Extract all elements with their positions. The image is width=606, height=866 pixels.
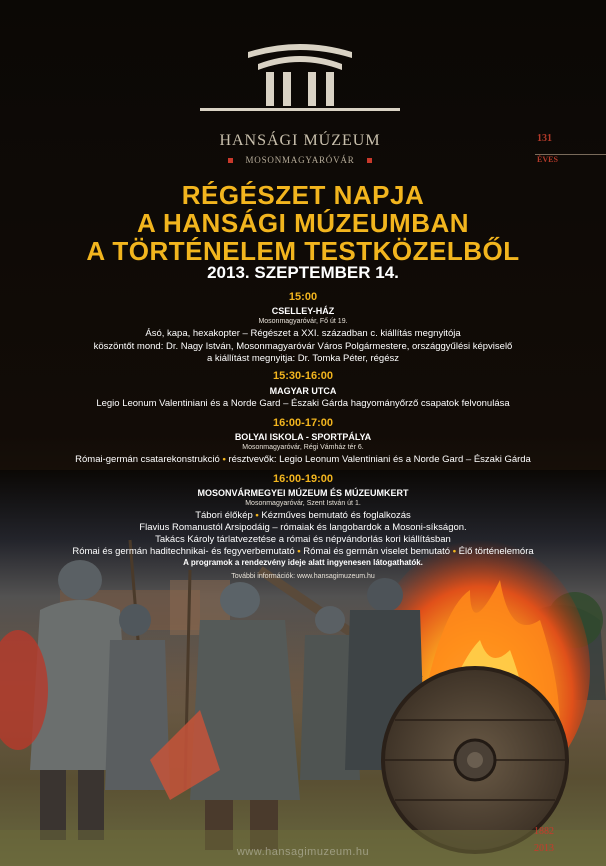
museum-city: MOSONMAGYARÓVÁR (245, 155, 355, 165)
event-date: 2013. SZEPTEMBER 14. (207, 263, 399, 282)
program-4-line-3: Takács Károly tárlatvezetése a római és népvándorlás kori kiállításban (155, 534, 451, 545)
red-square-icon (367, 158, 372, 163)
museum-logo (200, 28, 400, 173)
program-4-line-4 (0, 546, 606, 557)
anniversary-label: ÉVES (537, 155, 558, 164)
program-4-part-2: Kézműves bemutató és foglalkozás (261, 510, 411, 521)
free-entry-note: A programok a rendezvény ideje alatt ingyenesen látogathatók. (183, 558, 423, 567)
headline-line-1: RÉGÉSZET NAPJA (181, 180, 425, 210)
museum-name: HANSÁGI MÚZEUM (219, 132, 381, 149)
bullet-icon: • (222, 454, 229, 465)
venue-3: BOLYAI ISKOLA - SPORTPÁLYA (234, 432, 372, 442)
venue-1: CSELLEY-HÁZ (271, 306, 335, 316)
bullet-icon: • (452, 546, 459, 557)
year-start: 1882 (534, 826, 554, 837)
bullet-icon: • (297, 546, 304, 557)
address-3: Mosonmagyaróvár, Régi Vámház tér 6. (242, 444, 364, 451)
year-end: 2013 (534, 843, 554, 854)
program-4-part-3: Római és germán haditechnikai- és fegyverbemutató (72, 546, 295, 557)
program-4-part-1: Tábori élőkép (195, 510, 253, 521)
time-slot-4: 16:00-19:00 (273, 473, 333, 485)
program-4-part-5: Élő történelemóra (458, 546, 534, 557)
address-1: Mosonmagyaróvár, Fő út 19. (258, 318, 348, 325)
program-3-line-1 (0, 454, 606, 465)
temple-columns-icon (200, 28, 400, 128)
program-1-line-3: a kiállítást megnyitja: Dr. Tomka Péter, régész (206, 353, 400, 364)
program-4-line-1 (0, 510, 606, 521)
program-1-line-1: Ásó, kapa, hexakopter – Régészet a XXI. században c. kiállítás megnyitója (145, 328, 461, 339)
program-2-line-1: Legio Leonum Valentiniani és a Norde Gard – Északi Gárda hagyományőrző csapatok felvonulása (96, 398, 510, 409)
headline-line-3: A TÖRTÉNELEM TESTKÖZELBŐL (86, 236, 520, 266)
program-3-part-2: résztvevők: Legio Leonum Valentiniani és a Norde Gard – Északi Gárda (228, 454, 531, 465)
time-slot-2: 15:30-16:00 (273, 370, 333, 382)
program-4-part-4: Római és germán viselet bemutató (303, 546, 451, 557)
venue-4: MOSONVÁRMEGYEI MÚZEUM ÉS MÚZEUMKERT (197, 488, 409, 498)
headline-line-2: A HANSÁGI MÚZEUMBAN (136, 208, 470, 238)
time-slot-1: 15:00 (288, 291, 318, 303)
program-4-line-2: Flavius Romanustól Arsipodáig – rómaiak és langobardok a Mosoni-síkságon. (139, 522, 467, 533)
more-info-label: További információk: (231, 573, 296, 580)
venue-2: MAGYAR UTCA (269, 386, 337, 396)
bullet-icon: • (255, 510, 262, 521)
more-info-url[interactable]: www.hansagimuzeum.hu (296, 573, 375, 580)
more-info (0, 573, 606, 580)
program-3-part-1: Római-germán csatarekonstrukció (75, 454, 220, 465)
time-slot-3: 16:00-17:00 (273, 417, 333, 429)
address-4: Mosonmagyaróvár, Szent István út 1. (245, 500, 361, 507)
footer-website[interactable]: www.hansagimuzeum.hu (236, 846, 370, 858)
anniversary-number: 131 (537, 133, 552, 144)
program-1-line-2: köszöntőt mond: Dr. Nagy István, Mosonmagyaróvár Város Polgármestere, országgyűlési képviselő (93, 341, 513, 352)
